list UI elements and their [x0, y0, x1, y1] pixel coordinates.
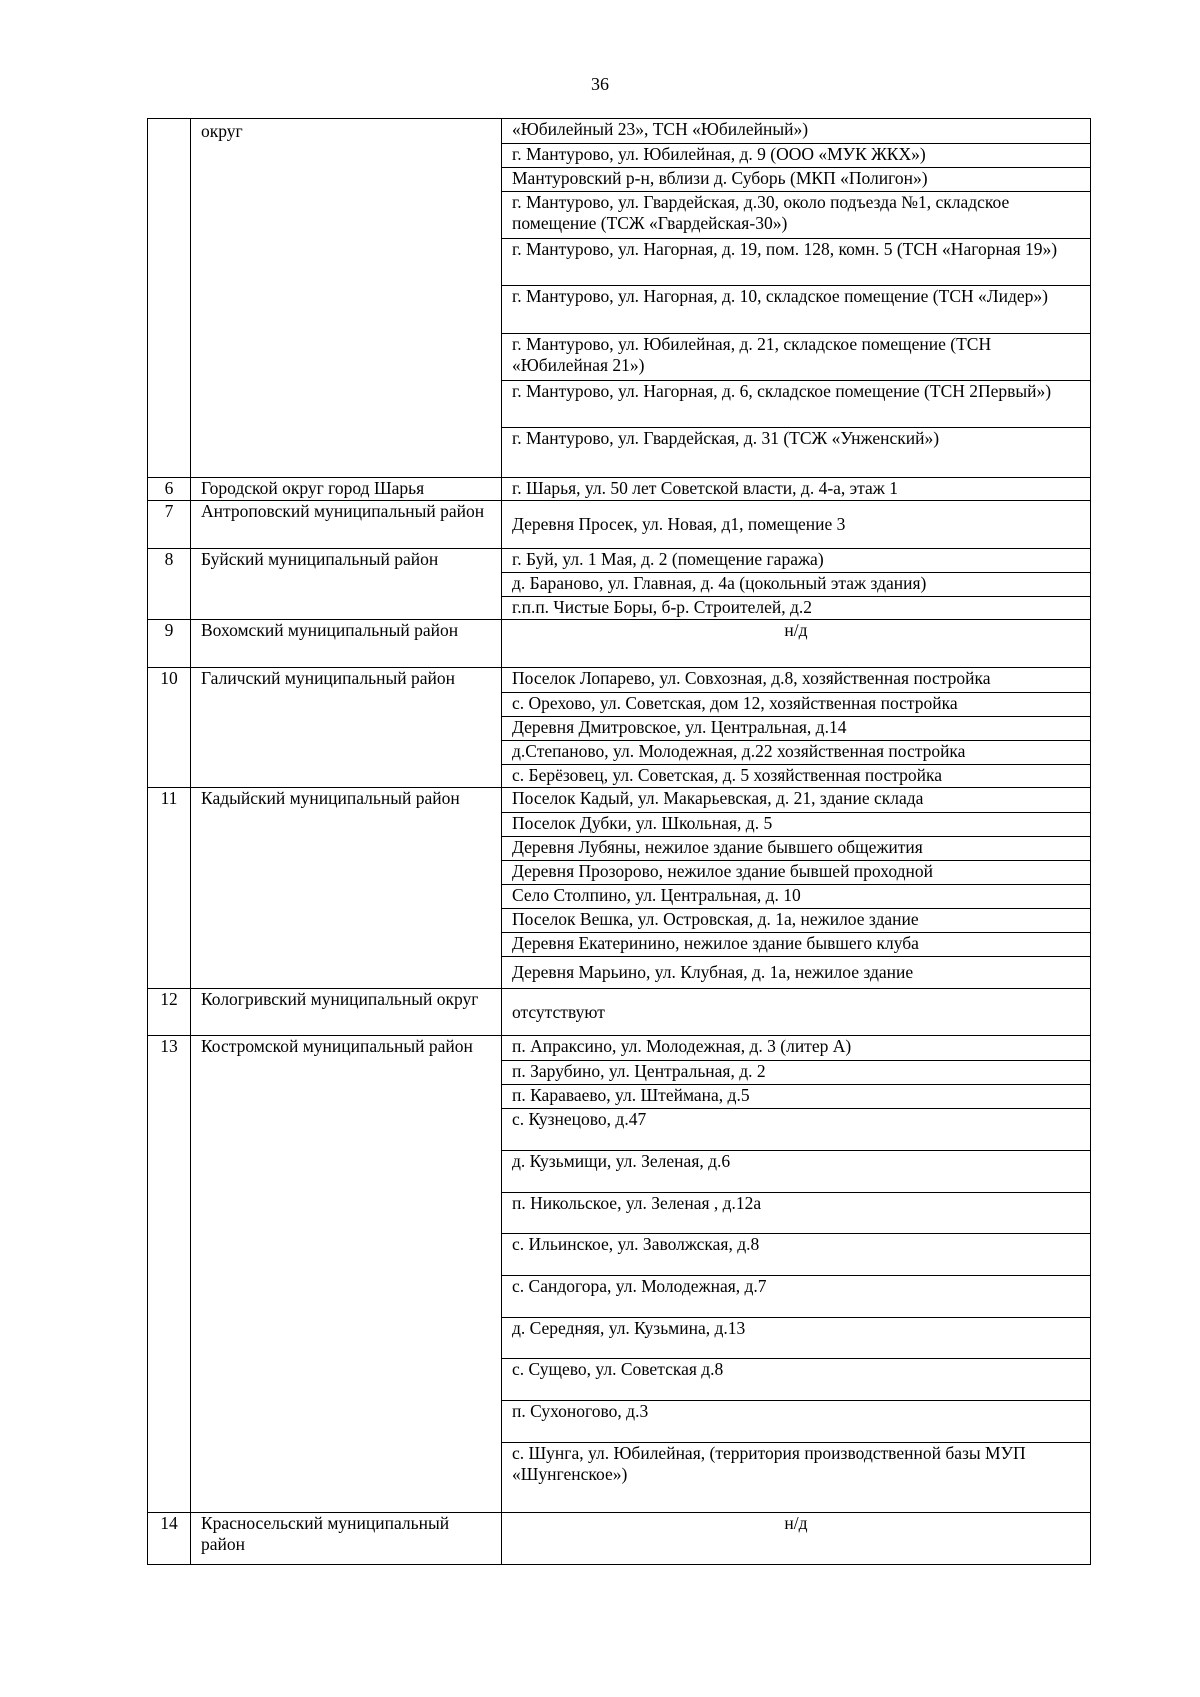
table-row	[148, 119, 1091, 144]
address-cell: Деревня Лубяны, нежилое здание бывшего общежития	[502, 837, 1091, 861]
municipality-name: Кологривский муниципальный округ	[191, 989, 502, 1036]
address-cell: г.п.п. Чистые Боры, б-р. Строителей, д.2	[502, 597, 1091, 620]
address-cell: г. Мантурово, ул. Юбилейная, д. 9 (ООО «МУК ЖКХ»)	[502, 144, 1091, 168]
table-row	[148, 668, 1091, 693]
address-cell: Деревня Екатеринино, нежилое здание бывшего клуба	[502, 933, 1091, 957]
address-cell: г. Мантурово, ул. Юбилейная, д. 21, складское помещение (ТСН «Юбилейная 21»)	[502, 334, 1091, 381]
address-cell: Деревня Дмитровское, ул. Центральная, д.14	[502, 717, 1091, 741]
row-number: 13	[148, 1036, 191, 1513]
address-cell: с. Кузнецово, д.47	[502, 1109, 1091, 1151]
address-cell: г. Мантурово, ул. Нагорная, д. 6, складское помещение (ТСН 2Первый»)	[502, 381, 1091, 428]
address-cell: д.Степаново, ул. Молодежная, д.22 хозяйственная постройка	[502, 741, 1091, 765]
municipality-name: Вохомский муниципальный район	[191, 620, 502, 668]
address-cell: г. Мантурово, ул. Нагорная, д. 10, складское помещение (ТСН «Лидер»)	[502, 286, 1091, 334]
locations-table	[147, 118, 1091, 1565]
row-number: 9	[148, 620, 191, 668]
municipality-name: Костромской муниципальный район	[191, 1036, 502, 1513]
table-row	[148, 1513, 1091, 1565]
address-cell: с. Сандогора, ул. Молодежная, д.7	[502, 1276, 1091, 1318]
table-row	[148, 1036, 1091, 1061]
address-cell: г. Буй, ул. 1 Мая, д. 2 (помещение гаража)	[502, 549, 1091, 573]
municipality-name: Городской округ город Шарья	[191, 478, 502, 501]
address-cell: с. Сущево, ул. Советская д.8	[502, 1359, 1091, 1401]
row-number: 14	[148, 1513, 191, 1565]
address-cell: Деревня Просек, ул. Новая, д1, помещение 3	[502, 501, 1091, 549]
address-cell: н/д	[502, 620, 1091, 668]
address-cell: п. Караваево, ул. Штеймана, д.5	[502, 1085, 1091, 1109]
row-number: 7	[148, 501, 191, 549]
address-cell: д. Кузьмищи, ул. Зеленая, д.6	[502, 1151, 1091, 1193]
address-cell: п. Зарубино, ул. Центральная, д. 2	[502, 1061, 1091, 1085]
address-cell: с. Шунга, ул. Юбилейная, (территория производственной базы МУП «Шунгенское»)	[502, 1443, 1091, 1513]
table-row	[148, 989, 1091, 1036]
locations-table-body	[148, 119, 1091, 1565]
municipality-name: Буйский муниципальный район	[191, 549, 502, 620]
address-cell: «Юбилейный 23», ТСН «Юбилейный»)	[502, 119, 1091, 144]
address-cell: п. Сухоногово, д.3	[502, 1401, 1091, 1443]
address-cell: Поселок Дубки, ул. Школьная, д. 5	[502, 813, 1091, 837]
address-cell: д. Середняя, ул. Кузьмина, д.13	[502, 1318, 1091, 1359]
address-cell: Мантуровский р-н, вблизи д. Суборь (МКП «Полигон»)	[502, 168, 1091, 192]
row-number: 12	[148, 989, 191, 1036]
address-cell: Поселок Вешка, ул. Островская, д. 1а, нежилое здание	[502, 909, 1091, 933]
address-cell: с. Ильинское, ул. Заволжская, д.8	[502, 1234, 1091, 1276]
row-number: 6	[148, 478, 191, 501]
table-row	[148, 478, 1091, 501]
address-cell: Поселок Лопарево, ул. Совхозная, д.8, хозяйственная постройка	[502, 668, 1091, 693]
address-cell: с. Берёзовец, ул. Советская, д. 5 хозяйственная постройка	[502, 765, 1091, 788]
row-number: 8	[148, 549, 191, 620]
table-row	[148, 501, 1091, 549]
municipality-name: Антроповский муниципальный район	[191, 501, 502, 549]
municipality-name: округ	[191, 119, 502, 478]
address-cell: н/д	[502, 1513, 1091, 1565]
row-number: 11	[148, 788, 191, 989]
table-row	[148, 549, 1091, 573]
municipality-name: Красносельский муниципальный район	[191, 1513, 502, 1565]
table-row	[148, 788, 1091, 813]
address-cell: Деревня Марьино, ул. Клубная, д. 1а, нежилое здание	[502, 957, 1091, 989]
address-cell: с. Орехово, ул. Советская, дом 12, хозяйственная постройка	[502, 693, 1091, 717]
address-cell: Деревня Прозорово, нежилое здание бывшей проходной	[502, 861, 1091, 885]
address-cell: Село Столпино, ул. Центральная, д. 10	[502, 885, 1091, 909]
address-cell: п. Никольское, ул. Зеленая , д.12а	[502, 1193, 1091, 1234]
address-cell: Поселок Кадый, ул. Макарьевская, д. 21, здание склада	[502, 788, 1091, 813]
address-cell: отсутствуют	[502, 989, 1091, 1036]
page-number: 36	[591, 74, 609, 94]
address-cell: г. Мантурово, ул. Нагорная, д. 19, пом. 128, комн. 5 (ТСН «Нагорная 19»)	[502, 239, 1091, 286]
address-cell: г. Мантурово, ул. Гвардейская, д. 31 (ТСЖ «Унженский»)	[502, 428, 1091, 478]
address-cell: г. Мантурово, ул. Гвардейская, д.30, около подъезда №1, складское помещение (ТСЖ «Гвардейская-30»)	[502, 192, 1091, 239]
address-cell: д. Бараново, ул. Главная, д. 4а (цокольный этаж здания)	[502, 573, 1091, 597]
row-number	[148, 119, 191, 478]
table-row	[148, 620, 1091, 668]
municipality-name: Галичский муниципальный район	[191, 668, 502, 788]
row-number: 10	[148, 668, 191, 788]
municipality-name: Кадыйский муниципальный район	[191, 788, 502, 989]
address-cell: п. Апраксино, ул. Молодежная, д. 3 (литер А)	[502, 1036, 1091, 1061]
address-cell: г. Шарья, ул. 50 лет Советской власти, д. 4-а, этаж 1	[502, 478, 1091, 501]
